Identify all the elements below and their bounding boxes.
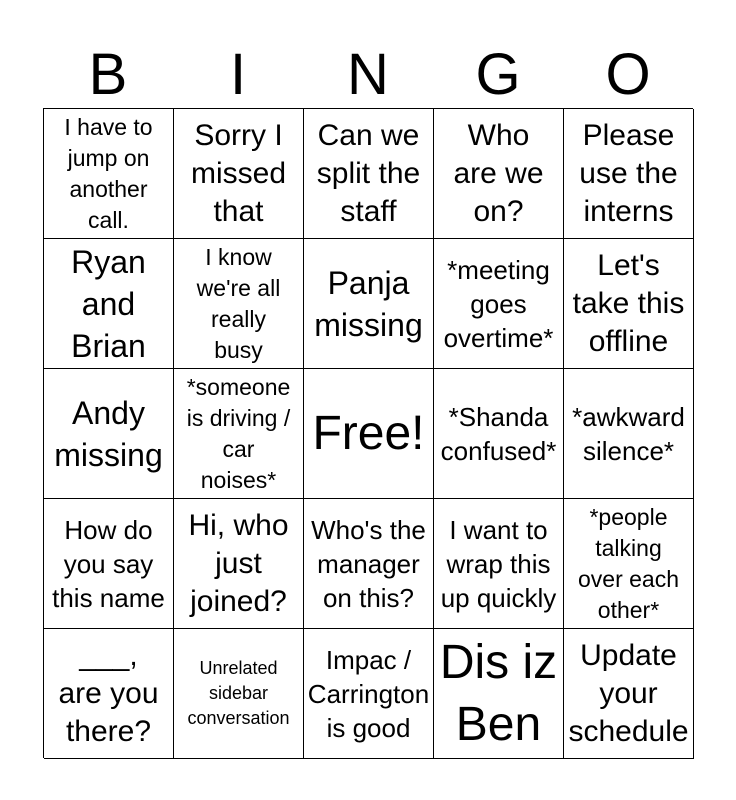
cell-text: *someone is driving / car noises* (186, 373, 291, 493)
bingo-cell[interactable] (174, 109, 304, 239)
bingo-cell[interactable] (434, 239, 564, 369)
cell-text: *awkward silence* (572, 401, 685, 466)
bingo-cell[interactable] (434, 499, 564, 629)
cell-text: Who's the manager on this? (311, 514, 426, 613)
cell-text: Who are we on? (453, 118, 544, 228)
cell-text: Update your schedule (568, 638, 689, 748)
cell-text: *meeting goes overtime* (443, 254, 554, 353)
cell-text: Unrelated sidebar conversation (187, 658, 290, 728)
header-letter-i: I (229, 42, 247, 107)
header-letter-b: B (88, 42, 128, 107)
cell-text: I know we're all really busy (196, 243, 281, 363)
cell-text: Ryan and Brian (71, 243, 146, 364)
bingo-cell[interactable] (174, 629, 304, 759)
cell-text: Free! (312, 406, 425, 460)
bingo-cell[interactable] (564, 499, 694, 629)
bingo-cell[interactable] (564, 239, 694, 369)
cell-text: I have to jump on another call. (64, 113, 153, 233)
bingo-cell[interactable] (44, 239, 174, 369)
bingo-header (43, 40, 693, 108)
bingo-cell[interactable] (434, 629, 564, 759)
header-letter-n: N (347, 42, 389, 107)
cell-text: Andy missing (54, 394, 163, 473)
header-letter-g: G (475, 42, 521, 107)
bingo-board (43, 108, 693, 758)
bingo-cell[interactable] (304, 499, 434, 629)
bingo-cell[interactable] (174, 499, 304, 629)
bingo-cell[interactable] (174, 239, 304, 369)
cell-text: Let's take this offline (572, 248, 685, 358)
bingo-cell[interactable] (174, 369, 304, 499)
bingo-cell[interactable] (304, 239, 434, 369)
bingo-cell[interactable] (434, 369, 564, 499)
bingo-cell[interactable] (564, 109, 694, 239)
cell-text: I want to wrap this up quickly (440, 514, 557, 613)
bingo-cell[interactable] (44, 629, 174, 759)
cell-text: Please use the interns (579, 118, 678, 228)
header-letter-o: O (605, 42, 651, 107)
cell-text: *people talking over each other* (577, 503, 679, 623)
bingo-cell[interactable] (564, 629, 694, 759)
bingo-cell[interactable] (44, 499, 174, 629)
cell-text: Can we split the staff (316, 118, 421, 228)
cell-text: Dis iz Ben (439, 635, 558, 751)
cell-text: Sorry I missed that (190, 118, 287, 228)
bingo-cell[interactable] (564, 369, 694, 499)
bingo-cell[interactable] (44, 369, 174, 499)
bingo-cell-free[interactable] (304, 369, 434, 499)
bingo-cell[interactable] (304, 109, 434, 239)
cell-text: *Shanda confused* (440, 401, 557, 466)
bingo-cell[interactable] (304, 629, 434, 759)
cell-text: Panja missing (314, 264, 423, 343)
cell-text: Impac / Carrington is good (307, 644, 430, 743)
bingo-cell[interactable] (44, 109, 174, 239)
cell-text: Hi, who just joined? (188, 508, 289, 618)
cell-text: ___, are you there? (58, 638, 159, 748)
bingo-cell[interactable] (434, 109, 564, 239)
cell-text: How do you say this name (52, 514, 165, 613)
